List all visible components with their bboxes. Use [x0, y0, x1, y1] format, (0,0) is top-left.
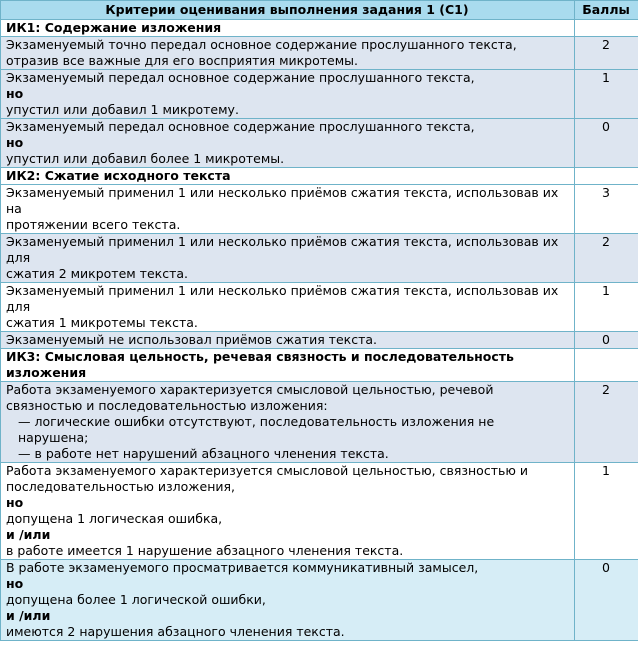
criterion-row: [1, 70, 638, 119]
criterion-row: [1, 560, 638, 641]
score-value: 2: [575, 234, 638, 283]
section-ik1: [1, 20, 638, 37]
header-row: [1, 1, 638, 20]
criterion-text: Экзаменуемый применил 1 или несколько приёмов сжатия текста, использовав их на протяжении всего текста.: [1, 185, 575, 234]
score-value: 2: [575, 382, 638, 463]
criterion-text: Экзаменуемый передал основное содержание прослушанного текста, но упустил или добавил 1 микротему.: [1, 70, 575, 119]
score-header: Баллы: [575, 1, 638, 20]
criterion-row: [1, 234, 638, 283]
criterion-text: В работе экзаменуемого просматривается коммуникативный замысел, но допущена более 1 логической ошибки, и /или имеются 2 нарушения абзацного членения текста.: [1, 560, 575, 641]
criterion-row: [1, 463, 638, 560]
criteria-header: Критерии оценивания выполнения задания 1 (С1): [1, 1, 575, 20]
score-value: 0: [575, 560, 638, 641]
conjunction: но: [6, 495, 24, 510]
conjunction: и /или: [6, 527, 51, 542]
section-title: ИК1: Содержание изложения: [1, 20, 575, 37]
criterion-text: Экзаменуемый не использовал приёмов сжатия текста.: [1, 332, 575, 349]
conjunction: но: [6, 135, 24, 150]
section-title: ИК3: Смысловая цельность, речевая связность и последовательность изложения: [1, 349, 575, 382]
criterion-row: [1, 382, 638, 463]
criterion-row: [1, 185, 638, 234]
score-value: 1: [575, 283, 638, 332]
score-value: 2: [575, 37, 638, 70]
conjunction: но: [6, 576, 24, 591]
score-value: 0: [575, 332, 638, 349]
criterion-row: [1, 37, 638, 70]
score-value: 1: [575, 70, 638, 119]
score-value: 0: [575, 119, 638, 168]
conjunction: но: [6, 86, 24, 101]
criterion-text: Экзаменуемый применил 1 или несколько приёмов сжатия текста, использовав их для сжатия 2 микротем текста.: [1, 234, 575, 283]
criterion-row: [1, 119, 638, 168]
score-value: 1: [575, 463, 638, 560]
section-ik3: [1, 349, 638, 382]
criterion-text: Работа экзаменуемого характеризуется смысловой цельностью, связностью и последовательностью изложения, но допущена 1 логическая ошибка, и /или в работе имеется 1 нарушение абзацного членения текста.: [1, 463, 575, 560]
criterion-text: Работа экзаменуемого характеризуется смысловой цельностью, речевой связностью и последовательностью изложения: — логические ошибки отсутствуют, последовательность изложения не нарушена; — в работе нет нарушений абзацного членения текста.: [1, 382, 575, 463]
criterion-text: Экзаменуемый применил 1 или несколько приёмов сжатия текста, использовав их для сжатия 1 микротемы текста.: [1, 283, 575, 332]
criterion-row: [1, 283, 638, 332]
criterion-text: Экзаменуемый передал основное содержание прослушанного текста, но упустил или добавил более 1 микротемы.: [1, 119, 575, 168]
score-value: 3: [575, 185, 638, 234]
section-ik2: [1, 168, 638, 185]
section-title: ИК2: Сжатие исходного текста: [1, 168, 575, 185]
criterion-row: [1, 332, 638, 349]
criterion-text: Экзаменуемый точно передал основное содержание прослушанного текста, отразив все важные для его восприятия микротемы.: [1, 37, 575, 70]
conjunction: и /или: [6, 608, 51, 623]
